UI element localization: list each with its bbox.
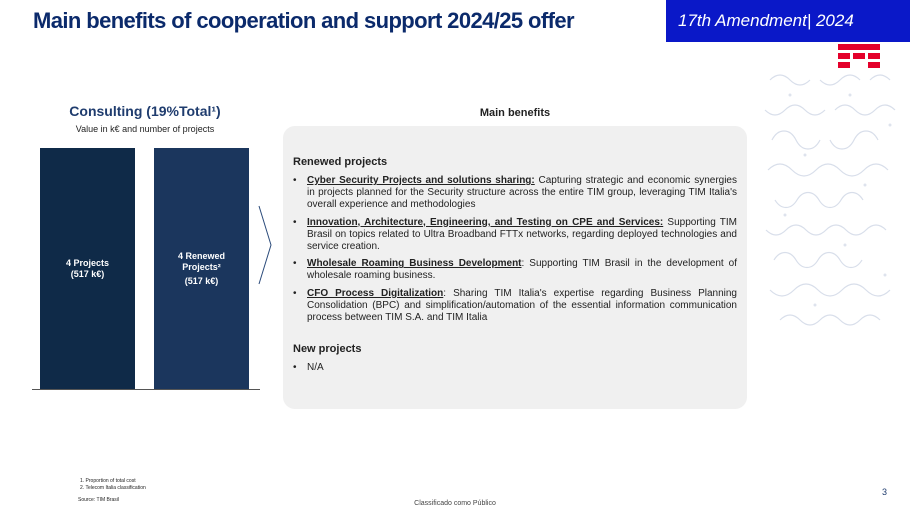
benefit-text: : Sharing TIM Italia's expertise regarding Business Planning Consolidation (BPC) and simplification/automation of the essential information communication process between TIM S.A. and TIM Italia bbox=[307, 287, 737, 324]
footnote: 1. Proportion of total cost bbox=[80, 478, 136, 484]
page-number: 3 bbox=[882, 487, 888, 497]
bar-renewed-label: 4 Renewed Projects² bbox=[177, 250, 226, 272]
renewed-projects-heading: Renewed projects bbox=[293, 156, 388, 168]
benefit-text: Supporting TIM Brasil on topics related to Ultra Broadband FTTx networks, regarding deployed technologies and service creation. bbox=[307, 216, 737, 253]
new-projects-list bbox=[293, 362, 737, 374]
amendment-banner: 17th Amendment| 2024 bbox=[666, 0, 910, 42]
bar-projects bbox=[40, 148, 135, 389]
consulting-title: Consulting (19%Total¹) bbox=[69, 103, 221, 119]
chevron-right-icon bbox=[258, 205, 272, 285]
consulting-subtitle: Value in k€ and number of projects bbox=[75, 124, 215, 134]
main-benefits-title: Main benefits bbox=[479, 107, 551, 119]
benefit-heading: CFO Process Digitalization bbox=[307, 287, 444, 299]
classification-label: Classificado como Público bbox=[414, 500, 496, 507]
list-item bbox=[293, 258, 737, 282]
benefit-text: : Supporting TIM Brasil in the development of wholesale roaming business. bbox=[307, 258, 738, 282]
footnote: 2. Telecom Italia classification bbox=[80, 485, 146, 491]
bar-projects-value: (517 k€) bbox=[70, 268, 105, 279]
list-item bbox=[293, 175, 737, 212]
list-item: • N/A bbox=[293, 362, 737, 374]
bar-renewed-projects bbox=[154, 148, 249, 389]
new-projects-heading: New projects bbox=[293, 343, 362, 356]
list-item bbox=[293, 217, 737, 254]
slide-title: Main benefits of cooperation and support 2024/25 offer bbox=[33, 8, 574, 33]
chart-baseline bbox=[32, 389, 260, 390]
renewed-projects-list bbox=[293, 175, 737, 324]
list-item bbox=[293, 288, 737, 325]
benefits-panel bbox=[283, 126, 747, 409]
benefit-heading: Cyber Security Projects and solutions sharing: bbox=[307, 175, 535, 186]
source-note: Source: TIM Brasil bbox=[78, 497, 120, 503]
benefit-heading: Wholesale Roaming Business Development bbox=[307, 258, 522, 270]
footnotes bbox=[80, 478, 146, 492]
benefit-heading: Innovation, Architecture, Engineering, and Testing on CPE and Services: bbox=[307, 216, 664, 228]
bar-projects-label: 4 Projects bbox=[65, 257, 110, 268]
bar-renewed-value: (517 k€) bbox=[184, 275, 219, 286]
benefit-text: Capturing strategic and economic synergies in projects planned for the Security structure across the entire TIM group, leveraging TIM Italia's overall experience and methodologies bbox=[307, 175, 737, 211]
decorative-pattern-icon bbox=[760, 40, 910, 340]
